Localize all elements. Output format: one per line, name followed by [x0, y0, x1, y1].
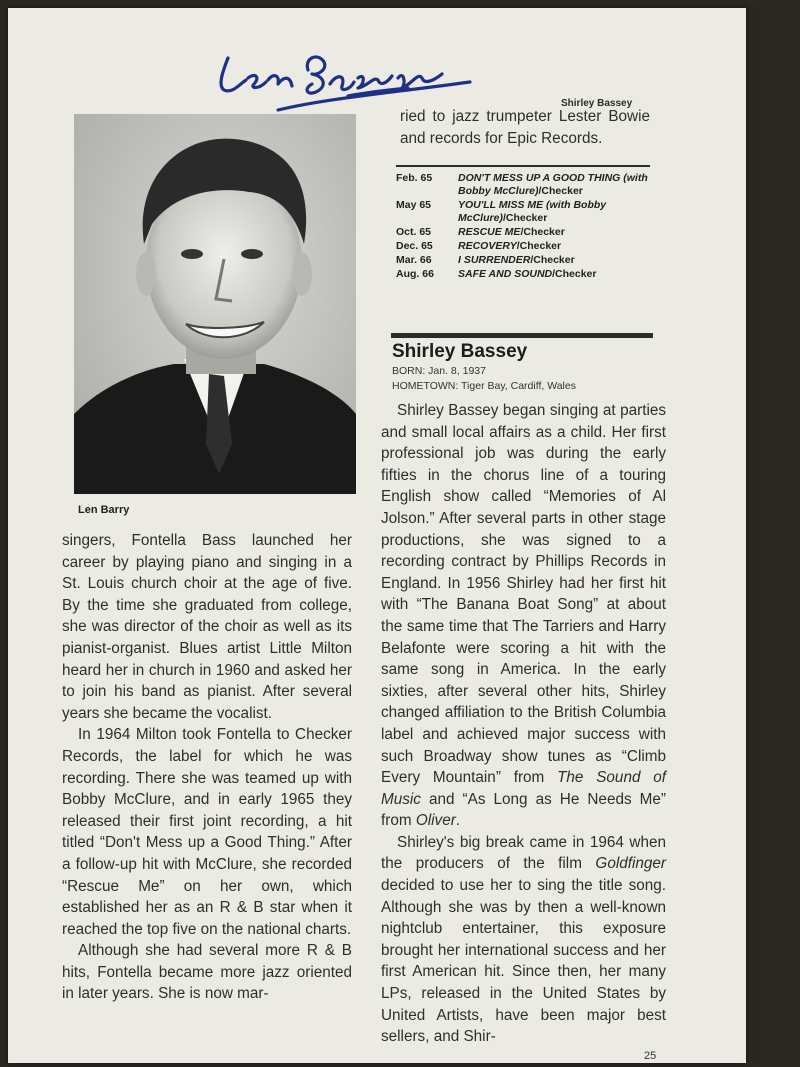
release-label: /Checker	[502, 212, 548, 224]
release-date: May 65	[396, 199, 432, 211]
title-oliver: Oliver	[415, 812, 456, 830]
continuation-text: ried to jazz trumpeter Lester Bowie and records for Epic Records.	[400, 108, 650, 147]
release-title: SAFE AND SOUND	[458, 268, 553, 280]
left-paragraph-2: In 1964 Milton took Fontella to Checker Records, the label for which he was recording. There she was teamed up with Bobby McClure, and in early 1965 they released their first joint recording, a hit titled “Don't Mess up a Good Thing.” After a follow-up hit with McClure, she recorded “Rescue Me” on her own, which established her as an R & B star when it reached the top five on the national charts.	[62, 726, 352, 938]
photo-caption: Len Barry	[78, 504, 130, 516]
release-label: /Checker	[520, 226, 565, 238]
release-label: /Checker	[530, 254, 575, 266]
discography-row	[396, 172, 658, 198]
left-paragraph-1: singers, Fontella Bass launched her career by playing piano and singing in a St. Louis church choir at the age of five. By the time she graduated from college, she was director of the choir as well as its pianist-organist. Blues artist Little Milton heard her in church in 1960 and asked her to join his band as pianist. After several years she became the vocalist.	[62, 532, 352, 722]
left-column	[62, 530, 352, 1005]
release-title: RESCUE ME	[458, 226, 521, 238]
release-title: DON'T MESS UP A GOOD THING (with Bobby McClure)	[458, 172, 648, 197]
section-heading-rule	[391, 333, 653, 338]
born-line: BORN: Jan. 8, 1937	[392, 365, 486, 377]
discography-row	[396, 240, 658, 253]
release-title: I SURRENDER	[458, 254, 531, 266]
discography-row	[396, 268, 658, 281]
discography-top-rule	[396, 165, 650, 167]
title-sound-of-music: The Sound of Music	[381, 769, 666, 808]
release-date: Dec. 65	[396, 240, 433, 252]
release-label: /Checker	[516, 240, 562, 252]
release-label: /Checker	[552, 268, 597, 280]
page-number: 25	[644, 1050, 657, 1062]
discography-list	[396, 172, 658, 282]
artist-info	[392, 364, 576, 393]
right-column-continuation	[400, 106, 650, 149]
release-date: Feb. 65	[396, 172, 433, 184]
discography-row	[396, 199, 658, 225]
release-label: /Checker	[538, 185, 583, 197]
discography-row	[396, 226, 658, 239]
release-title: YOU'LL MISS ME (with Bobby McClure)	[458, 199, 607, 224]
right-paragraph-1: Shirley Bassey began singing at parties and small local affairs as a child. Her first professional job was during the early fifties in the chorus line of a touring English show called “Memories of Al Jolson.” After several parts in other stage productions, she was signed to a recording contract by Phillips Records in England. In 1956 Shirley had her first hit with “The Banana Boat Song” at about the same time that The Tarriers and Harry Belafonte were scoring a hit with the same song in America. In the early sixties, after several other hits, Shirley changed affiliation to the British Columbia label and achieved major success with such Broadway show tunes as “Climb Every Mountain” from The Sound of Music and “As Long as He Needs Me” from Oliver.	[381, 402, 666, 830]
discography-row	[396, 254, 658, 267]
release-date: Aug. 66	[396, 268, 434, 280]
book-page	[8, 8, 746, 1063]
release-date: Oct. 65	[396, 226, 432, 238]
running-head: Shirley Bassey	[561, 98, 633, 109]
portrait-photo	[74, 114, 356, 494]
signature-autograph	[208, 28, 488, 118]
right-column	[381, 400, 666, 1048]
release-date: Mar. 66	[396, 254, 432, 266]
release-title: RECOVERY	[458, 240, 517, 252]
hometown-line: HOMETOWN: Tiger Bay, Cardiff, Wales	[392, 379, 576, 392]
title-goldfinger: Goldfinger	[595, 855, 666, 873]
section-heading: Shirley Bassey	[392, 341, 528, 362]
right-paragraph-2: Shirley's big break came in 1964 when the producers of the film Goldfinger decided to use her to sing the title song. Although she was by then a well-known nightclub entertainer, this exposure brought her international success and her first American hit. Since then, her many LPs, released in the United States by United Artists, have been major best sellers, and Shir-	[381, 833, 666, 1046]
left-paragraph-3: Although she had several more R & B hits, Fontella became more jazz oriented in later years. She is now mar-	[62, 942, 352, 1003]
